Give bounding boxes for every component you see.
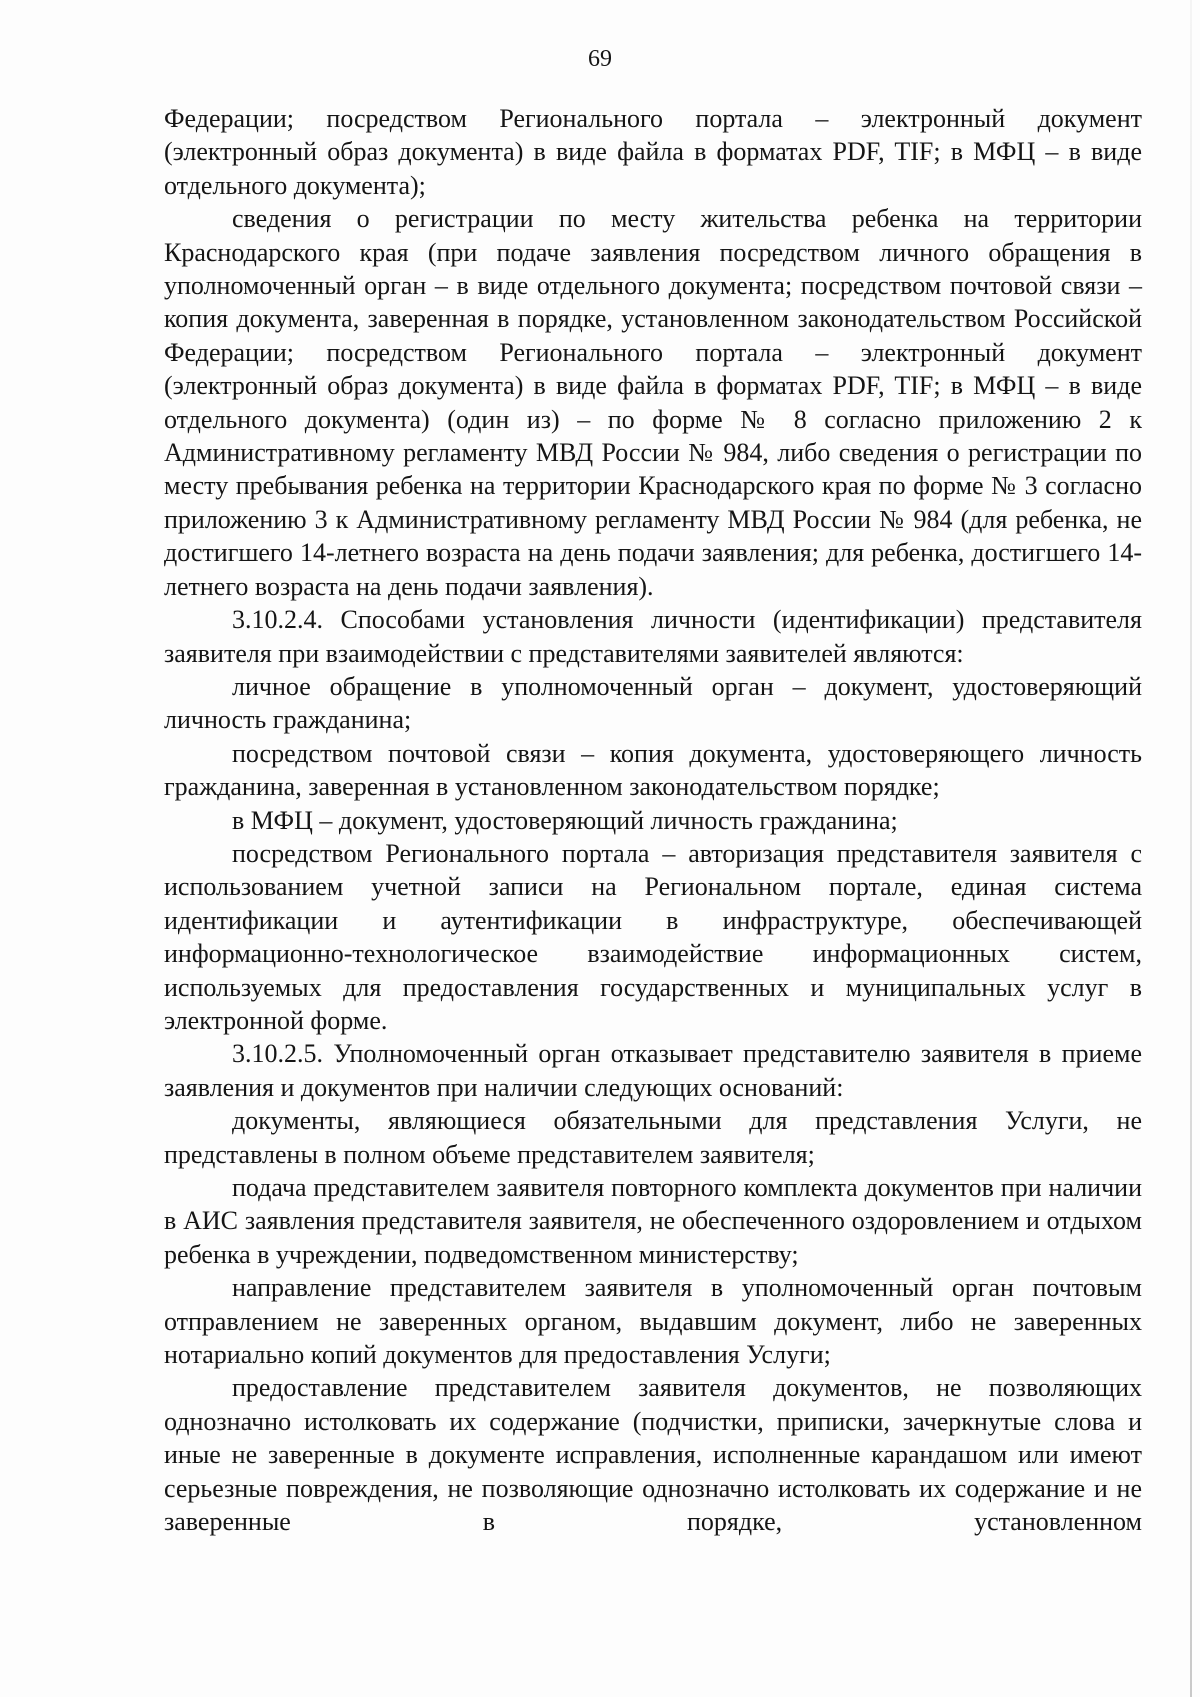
- body-text: [164, 102, 1142, 1538]
- paragraph-regional-portal: посредством Регионального портала – авторизация представителя заявителя с использованием учетной записи на Региональном портале, единая система идентификации и аутентификации в инфраструктуре, обеспечивающей информационно-технологическое взаимодействие информационных систем, используемых для предоставления государственных и муниципальных услуг в электронной форме.: [164, 838, 1142, 1035]
- paragraph-ambiguous-documents: предоставление представителем заявителя документов, не позволяющих однозначно истолковать их содержание (подчистки, приписки, зачеркнутые слова и иные не заверенные в документе исправления, исполненные карандашом или имеют серьезные повреждения, не позволяющие однозначно истолковать их содержание и не заверенные в порядке, установленном: [164, 1373, 1142, 1537]
- paragraph-3-10-2-5: 3.10.2.5. Уполномоченный орган отказывает представителю заявителя в приеме заявления и документов при наличии следующих оснований:: [164, 1039, 1142, 1102]
- paragraph-mfc: в МФЦ – документ, удостоверяющий личность гражданина;: [232, 805, 898, 835]
- paragraph-3-10-2-4: 3.10.2.4. Способами установления личности (идентификации) представителя заявителя при взаимодействии с представителями заявителей являются:: [164, 605, 1142, 668]
- paragraph-postal: посредством почтовой связи – копия документа, удостоверяющего личность гражданина, заверенная в установленном законодательством порядке;: [164, 738, 1142, 802]
- scan-edge: [1190, 0, 1192, 1697]
- page-number: 69: [588, 46, 612, 72]
- paragraph-uncertified-copies: направление представителем заявителя в уполномоченный орган почтовым отправлением не заверенных органом, выдавшим документ, либо не заверенных нотариально копий документов для предоставления Услуги;: [164, 1273, 1142, 1370]
- paragraph-repeat-submission: подача представителем заявителя повторного комплекта документов при наличии в АИС заявления представителя заявителя, не обеспеченного оздоровлением и отдыхом ребенка в учреждении, подведомственном министерству;: [164, 1173, 1142, 1269]
- paragraph-personal-visit: личное обращение в уполномоченный орган – документ, удостоверяющий личность гражданина;: [164, 671, 1142, 735]
- paragraph-continuation: Федерации; посредством Регионального портала – электронный документ (электронный образ документа) в виде файла в форматах PDF, TIF; в МФЦ – в виде отдельного документа);: [164, 104, 1142, 200]
- paragraph-incomplete-documents: документы, являющиеся обязательными для представления Услуги, не представлены в полном объеме представителем заявителя;: [164, 1106, 1142, 1169]
- paragraph-residence-registration: сведения о регистрации по месту жительства ребенка на территории Краснодарского края (при подаче заявления посредством личного обращения в уполномоченный орган – в виде отдельного документа; посредством почтовой связи – копия документа, заверенная в порядке, установленном законодательством Российской Федерации; посредством Регионального портала – электронный документ (электронный образ документа) в виде файла в форматах PDF, TIF; в МФЦ – в виде отдельного документа) (один из) – по форме № 8 согласно приложению 2 к Административному регламенту МВД России № 984, либо сведения о регистрации по месту пребывания ребенка на территории Краснодарского края по форме № 3 согласно приложению 3 к Административному регламенту МВД России № 984 (для ребенка, не достигшего 14-летнего возраста на день подачи заявления; для ребенка, достигшего 14-летнего возраста на день подачи заявления).: [164, 204, 1142, 601]
